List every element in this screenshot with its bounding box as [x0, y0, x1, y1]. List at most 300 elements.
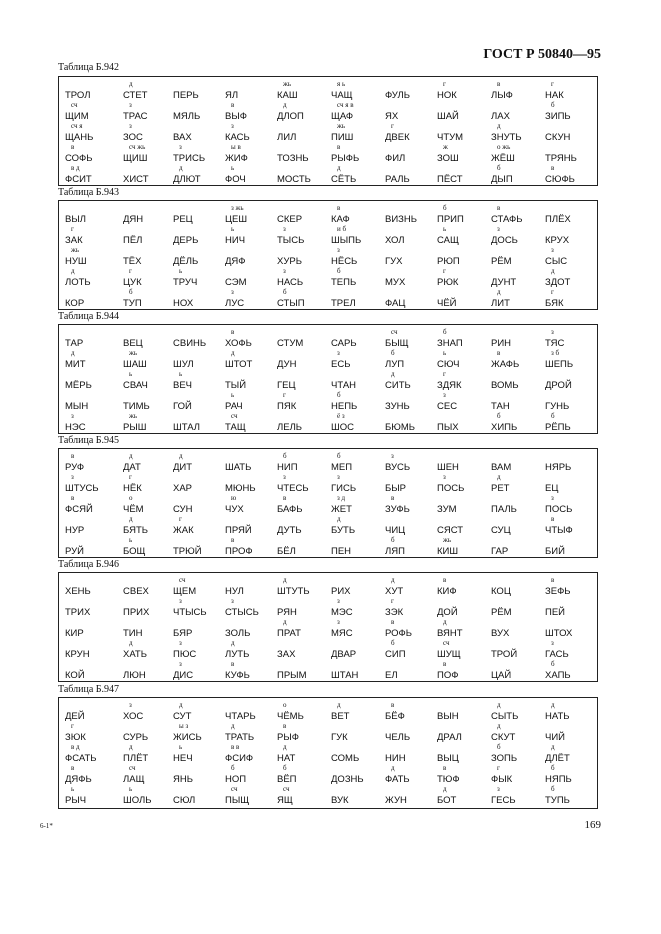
table-caption: Таблица Б.946 [58, 559, 120, 570]
word: ГОЙ [173, 401, 192, 412]
word: СЮФЬ [545, 174, 575, 185]
variant-mark: г [551, 288, 554, 296]
word: КИР [65, 628, 84, 639]
word: ЧЁМ [123, 504, 144, 515]
word: ХАР [173, 483, 193, 494]
word: КРУН [65, 649, 90, 660]
word: БЫЩ [385, 338, 409, 349]
word-table [58, 697, 598, 809]
word: КОЦ [491, 586, 511, 597]
table-cell [277, 495, 329, 515]
table-cell [65, 453, 117, 473]
table-cell [437, 661, 489, 681]
standard-header: ГОСТ Р 50840—95 [483, 47, 601, 62]
word-table [58, 324, 598, 434]
word: РЯН [277, 607, 297, 618]
word: РУЙ [65, 546, 84, 557]
word: КАСЬ [225, 132, 250, 143]
word: ТЁХ [123, 256, 142, 267]
table-cell [123, 268, 175, 288]
table-cell [385, 577, 437, 597]
word: САЩ [437, 235, 459, 246]
word: ДЕРЬ [173, 235, 199, 246]
table-cell [173, 474, 225, 494]
table-row [59, 640, 597, 660]
word: МЯЛЬ [173, 111, 201, 122]
table-cell [491, 268, 543, 288]
word: ВЫЛ [65, 214, 86, 225]
table-cell [277, 165, 329, 185]
table-cell [225, 702, 277, 722]
variant-mark: ь [179, 267, 183, 275]
table-cell [123, 329, 175, 349]
variant-mark: г [391, 597, 394, 605]
table-row [59, 226, 597, 246]
table-cell [331, 289, 383, 309]
word: ЛЕЛЬ [277, 422, 303, 433]
table-cell [277, 577, 329, 597]
table-cell [385, 640, 437, 660]
word: ТРОЛ [65, 90, 91, 101]
word: ЗДЯК [437, 380, 462, 391]
word: ГЕСЬ [491, 795, 516, 806]
variant-mark: в [497, 204, 501, 212]
word: ДОЗНЬ [331, 774, 364, 785]
variant-mark: в [443, 764, 447, 772]
table-cell [331, 392, 383, 412]
variant-mark: г [179, 515, 182, 523]
variant-mark: з [71, 412, 74, 420]
word: ШОЛЬ [123, 795, 152, 806]
word: СКУТ [491, 732, 516, 743]
word: ТЫСЬ [277, 235, 305, 246]
word: РЁПЬ [545, 422, 571, 433]
word: ХИПЬ [491, 422, 518, 433]
variant-mark: б [443, 328, 447, 336]
word: ФОЧ [225, 174, 246, 185]
table-cell [277, 765, 329, 785]
word: НЕПЬ [331, 401, 358, 412]
variant-mark: з [283, 225, 286, 233]
variant-mark: в [443, 660, 447, 668]
table-cell [65, 329, 117, 349]
variant-mark: в [71, 764, 75, 772]
variant-mark: я ь [337, 80, 346, 88]
variant-mark: д [231, 349, 235, 357]
table-cell [491, 723, 543, 743]
word: ЗНУТЬ [491, 132, 522, 143]
variant-mark: д [129, 452, 133, 460]
word: ЗИПЬ [545, 111, 571, 122]
variant-mark: з [129, 701, 132, 709]
variant-mark: в [231, 328, 235, 336]
variant-mark: ь [129, 536, 133, 544]
word: СТЫСЬ [225, 607, 259, 618]
table-row [59, 413, 597, 433]
variant-mark: б [231, 764, 235, 772]
word: КУФЬ [225, 670, 250, 681]
word: ЯНЬ [173, 774, 193, 785]
word: ТЯС [545, 338, 565, 349]
table-cell [385, 786, 437, 806]
table-cell [491, 392, 543, 412]
variant-mark: сч я в [337, 101, 354, 109]
word: ДЕЙ [65, 711, 85, 722]
variant-mark: д [391, 764, 395, 772]
table-cell [331, 371, 383, 391]
table-cell [491, 619, 543, 639]
word: ХАТЬ [123, 649, 147, 660]
table-row [59, 537, 597, 557]
table-cell [331, 723, 383, 743]
word: ЛЯП [385, 546, 405, 557]
table-cell [491, 537, 543, 557]
variant-mark: ж [443, 143, 448, 151]
word: ПЫЩ [225, 795, 250, 806]
table-cell [331, 537, 383, 557]
table-cell [437, 702, 489, 722]
word: СВАЧ [123, 380, 148, 391]
variant-mark: з [179, 143, 182, 151]
table-cell [437, 598, 489, 618]
table-cell [331, 765, 383, 785]
word: РЮК [437, 277, 459, 288]
variant-mark: з [443, 473, 446, 481]
word: ЖАК [173, 525, 194, 536]
word: ЗЭК [385, 607, 404, 618]
variant-mark: д [551, 743, 555, 751]
word: МЫН [65, 401, 89, 412]
table-cell [545, 516, 597, 536]
table-cell [277, 619, 329, 639]
word: ХОЛ [385, 235, 405, 246]
word: ПЕРЬ [173, 90, 199, 101]
word: ЦЕШ [225, 214, 248, 225]
word: ЧЁМЬ [277, 711, 304, 722]
variant-mark: д [283, 743, 287, 751]
table-cell [331, 516, 383, 536]
variant-mark: б [283, 452, 287, 460]
word: РЕЦ [173, 214, 193, 225]
word: ЯЩ [277, 795, 293, 806]
table-cell [545, 371, 597, 391]
word: БИЙ [545, 546, 565, 557]
variant-mark: б [391, 349, 395, 357]
variant-mark: в д [71, 164, 80, 172]
table-cell [491, 474, 543, 494]
word: ТРЕЛ [331, 298, 356, 309]
word: ВЁП [277, 774, 297, 785]
table-cell [331, 495, 383, 515]
word: ЕЛ [385, 670, 398, 681]
table-row [59, 289, 597, 309]
table-cell [331, 268, 383, 288]
variant-mark: ь [129, 785, 133, 793]
table-row [59, 329, 597, 349]
table-cell [173, 268, 225, 288]
table-cell [545, 786, 597, 806]
table-cell [123, 640, 175, 660]
table-cell [277, 702, 329, 722]
variant-mark: б [497, 743, 501, 751]
variant-mark: з [179, 639, 182, 647]
table-cell [123, 661, 175, 681]
table-cell [545, 226, 597, 246]
word: ФСИТ [65, 174, 92, 185]
variant-mark: ы з [179, 722, 189, 730]
variant-mark: з [337, 618, 340, 626]
table-row [59, 371, 597, 391]
variant-mark: з [179, 597, 182, 605]
word: ДОСЬ [491, 235, 518, 246]
table-cell [65, 598, 117, 618]
table-cell [225, 165, 277, 185]
variant-mark: з [337, 473, 340, 481]
table-cell [385, 226, 437, 246]
word: ЩИШ [123, 153, 148, 164]
table-cell [65, 474, 117, 494]
word: ЧИЙ [545, 732, 565, 743]
table-cell [277, 413, 329, 433]
table-cell [545, 744, 597, 764]
table-cell [65, 268, 117, 288]
table-cell [225, 413, 277, 433]
table-cell [173, 453, 225, 473]
variant-mark: сч [129, 764, 136, 772]
word: ФЫК [491, 774, 513, 785]
word: КИШ [437, 546, 459, 557]
variant-mark: д [337, 701, 341, 709]
word: НОК [437, 90, 457, 101]
page-number: 169 [584, 819, 601, 831]
word: ТРЯНЬ [545, 153, 577, 164]
variant-mark: д [71, 267, 75, 275]
word: БОТ [437, 795, 457, 806]
table-cell [123, 786, 175, 806]
table-cell [385, 123, 437, 143]
table-cell [277, 786, 329, 806]
table-cell [65, 144, 117, 164]
word: ЩАФ [331, 111, 354, 122]
table-cell [491, 205, 543, 225]
table-cell [225, 786, 277, 806]
variant-mark: сч жь [129, 143, 146, 151]
word-table [58, 448, 598, 558]
word: ЛИТ [491, 298, 510, 309]
table-cell [65, 350, 117, 370]
word: ШЕН [437, 462, 459, 473]
table-cell [385, 495, 437, 515]
table-cell [225, 81, 277, 101]
word: МЯС [331, 628, 353, 639]
table-cell [545, 413, 597, 433]
variant-mark: в [497, 80, 501, 88]
word: ТРАТЬ [225, 732, 255, 743]
table-cell [385, 453, 437, 473]
table-row [59, 474, 597, 494]
variant-mark: жь [129, 412, 138, 420]
table-cell [491, 81, 543, 101]
word: ВАХ [173, 132, 192, 143]
word: ПОФ [437, 670, 459, 681]
word: БАФЬ [277, 504, 303, 515]
variant-mark: ь [231, 391, 235, 399]
word: ЧЁЙ [437, 298, 457, 309]
table-cell [173, 226, 225, 246]
table-cell [65, 786, 117, 806]
variant-mark: з жь [231, 204, 244, 212]
table-cell [331, 577, 383, 597]
word: ПИШ [331, 132, 354, 143]
variant-mark: сч [179, 576, 186, 584]
variant-mark: д [551, 267, 555, 275]
word: ТРУЧ [173, 277, 198, 288]
table-cell [437, 226, 489, 246]
word: ТЮФ [437, 774, 460, 785]
word: ДУН [277, 359, 297, 370]
table-cell [173, 392, 225, 412]
word: ДЛОП [277, 111, 304, 122]
table-cell [545, 702, 597, 722]
word: ФАТЬ [385, 774, 410, 785]
word: МЭС [331, 607, 353, 618]
table-row [59, 723, 597, 743]
table-cell [65, 226, 117, 246]
variant-mark: д [497, 288, 501, 296]
table-cell [331, 144, 383, 164]
table-cell [385, 102, 437, 122]
variant-mark: б [337, 267, 341, 275]
table-cell [437, 495, 489, 515]
word: НАТЬ [545, 711, 570, 722]
table-cell [65, 392, 117, 412]
word: ЗЕФЬ [545, 586, 571, 597]
table-cell [277, 661, 329, 681]
variant-mark: г [129, 267, 132, 275]
variant-mark: ь [179, 743, 183, 751]
table-cell [225, 640, 277, 660]
word: СИП [385, 649, 406, 660]
word: ДЯН [123, 214, 144, 225]
table-cell [491, 165, 543, 185]
word: ЩАНЬ [65, 132, 94, 143]
table-cell [65, 165, 117, 185]
variant-mark: в [551, 515, 555, 523]
table-cell [173, 577, 225, 597]
table-cell [545, 661, 597, 681]
table-cell [225, 329, 277, 349]
table-cell [123, 205, 175, 225]
variant-mark: з [231, 288, 234, 296]
table-cell [65, 723, 117, 743]
table-cell [65, 413, 117, 433]
table-cell [545, 289, 597, 309]
table-cell [225, 744, 277, 764]
word: ТАР [65, 338, 84, 349]
table-cell [491, 329, 543, 349]
table-cell [123, 247, 175, 267]
table-cell [277, 744, 329, 764]
word: МИТ [65, 359, 86, 370]
word: ЧТЕСЬ [277, 483, 309, 494]
variant-mark: ь [443, 349, 447, 357]
word-table [58, 200, 598, 310]
word: ХАПЬ [545, 670, 571, 681]
variant-mark: в [71, 143, 75, 151]
word: РЫФЬ [331, 153, 360, 164]
word: РЫЧ [65, 795, 87, 806]
word: СТАФЬ [491, 214, 523, 225]
table-cell [491, 102, 543, 122]
word: БЁФ [385, 711, 405, 722]
word: ДИС [173, 670, 194, 681]
table-cell [545, 495, 597, 515]
word: НИН [385, 753, 406, 764]
table-cell [545, 81, 597, 101]
print-mark: 6-1* [40, 822, 53, 830]
table-cell [331, 786, 383, 806]
table-cell [225, 516, 277, 536]
table-cell [385, 765, 437, 785]
word: ЖИФ [225, 153, 248, 164]
variant-mark: в [283, 722, 287, 730]
word: ФАЦ [385, 298, 406, 309]
word: ЛАЩ [123, 774, 145, 785]
table-cell [123, 723, 175, 743]
table-cell [545, 350, 597, 370]
table-cell [225, 392, 277, 412]
word: ЧТАРЬ [225, 711, 256, 722]
table-cell [331, 329, 383, 349]
table-cell [277, 289, 329, 309]
table-cell [385, 744, 437, 764]
word: ДВАР [331, 649, 357, 660]
variant-mark: з [337, 597, 340, 605]
variant-mark: б [283, 288, 287, 296]
table-row [59, 205, 597, 225]
table-cell [385, 81, 437, 101]
word: МОСТЬ [277, 174, 311, 185]
word: ПЫХ [437, 422, 459, 433]
word: КАШ [277, 90, 298, 101]
word: ПЕЙ [545, 607, 565, 618]
word: НЭС [65, 422, 86, 433]
table-cell [545, 640, 597, 660]
table-caption: Таблица Б.945 [58, 435, 120, 446]
table-cell [123, 165, 175, 185]
word: ДРОЙ [545, 380, 572, 391]
table-cell [173, 350, 225, 370]
table-cell [65, 744, 117, 764]
variant-mark: з [551, 639, 554, 647]
table-cell [437, 453, 489, 473]
table-cell [225, 289, 277, 309]
word: ГЕЦ [277, 380, 296, 391]
word: ЗУНЬ [385, 401, 410, 412]
table-cell [437, 205, 489, 225]
table-cell [491, 640, 543, 660]
word: ПРИП [437, 214, 464, 225]
table-row [59, 786, 597, 806]
table-cell [331, 744, 383, 764]
table-cell [545, 123, 597, 143]
table-cell [225, 371, 277, 391]
word: НИП [277, 462, 298, 473]
variant-mark: сч [391, 328, 398, 336]
word: НЁК [123, 483, 142, 494]
table-cell [491, 786, 543, 806]
table-cell [65, 702, 117, 722]
